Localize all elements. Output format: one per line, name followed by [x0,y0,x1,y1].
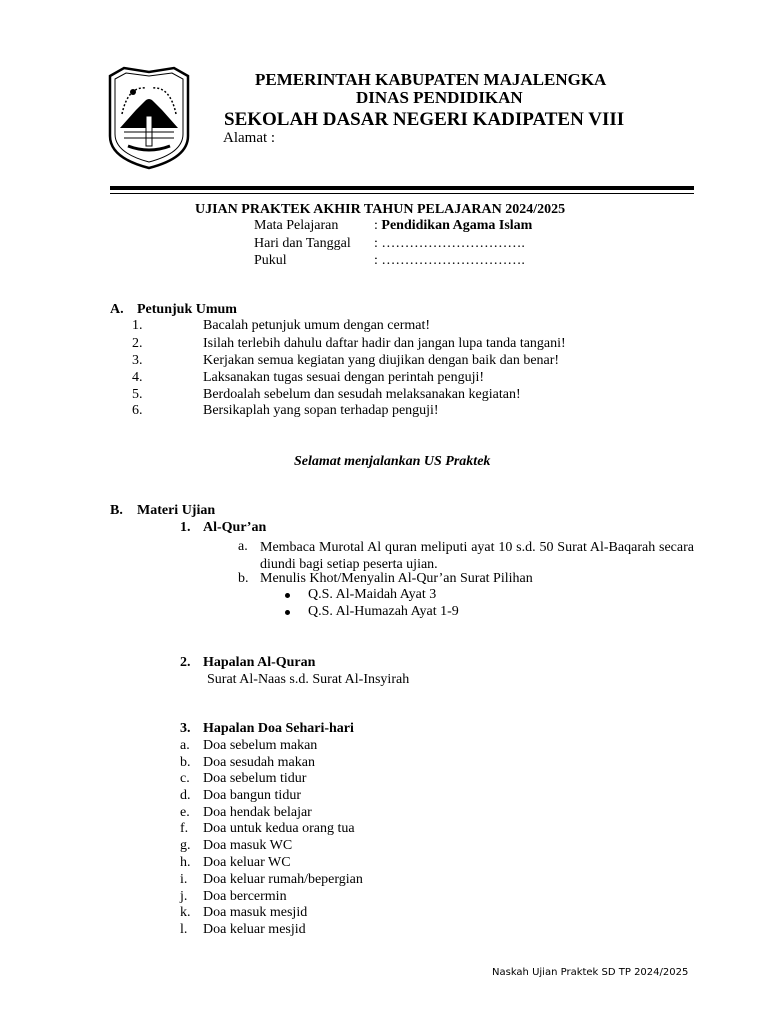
quran-item-text: Membaca Murotal Al quran meliputi ayat 10 s.d. 50 Surat Al-Baqarah secara diundi bagi setiap peserta ujian. [260,540,694,572]
surah-bullet-item: Q.S. Al-Maidah Ayat 3 [308,587,437,602]
instruction-number: 5. [132,387,143,402]
doa-letter: c. [180,771,190,786]
doa-item: Doa keluar rumah/bepergian [203,872,363,887]
instruction-text: Kerjakan semua kegiatan yang diujikan dengan baik dan benar! [203,353,560,368]
doa-letter: e. [180,805,190,820]
quran-title: Al-Qur’an [203,520,267,535]
time-label: Pukul [254,253,287,268]
doa-item: Doa sebelum tidur [203,771,307,786]
doa-item: Doa keluar mesjid [203,922,306,937]
bullet-icon [285,610,290,615]
quran-item-text: Menulis Khot/Menyalin Al-Qur’an Surat Pilihan [260,571,533,586]
instruction-text: Bacalah petunjuk umum dengan cermat! [203,318,431,333]
instruction-text: Laksanakan tugas sesuai dengan perintah penguji! [203,370,485,385]
header-divider-thin [110,193,694,194]
quran-number: 1. [180,520,191,535]
instruction-text: Berdoalah sebelum dan sesudah melaksanakan kegiatan! [203,387,521,402]
section-a-letter: A. [110,302,124,317]
instruction-text: Isilah terlebih dahulu daftar hadir dan jangan lupa tanda tangani! [203,336,566,351]
doa-item: Doa untuk kedua orang tua [203,821,355,836]
subject-label: Mata Pelajaran [254,218,339,233]
instruction-number: 4. [132,370,143,385]
header-school-name: SEKOLAH DASAR NEGERI KADIPATEN VIII [224,109,625,130]
doa-letter: a. [180,738,190,753]
instruction-number: 3. [132,353,143,368]
hapalan-number: 2. [180,655,191,670]
surah-bullet-item: Q.S. Al-Humazah Ayat 1-9 [308,604,459,619]
instruction-number: 2. [132,336,143,351]
greeting: Selamat menjalankan US Praktek [294,454,491,469]
exam-title: UJIAN PRAKTEK AKHIR TAHUN PELAJARAN 2024/2025 [195,202,566,217]
doa-item: Doa sebelum makan [203,738,318,753]
date-label: Hari dan Tanggal [254,236,351,251]
instruction-text: Bersikaplah yang sopan terhadap penguji! [203,403,439,418]
hapalan-title: Hapalan Al-Quran [203,655,316,670]
doa-number: 3. [180,721,191,736]
instruction-number: 6. [132,403,143,418]
doa-item: Doa masuk mesjid [203,905,308,920]
header-government: PEMERINTAH KABUPATEN MAJALENGKA [255,70,607,89]
doa-item: Doa masuk WC [203,838,293,853]
quran-item-letter: a. [238,539,248,554]
doa-item: Doa bercermin [203,889,287,904]
doa-title: Hapalan Doa Sehari-hari [203,721,354,736]
quran-item-letter: b. [238,571,249,586]
section-b-title: Materi Ujian [137,503,216,518]
doa-letter: i. [180,872,188,887]
section-b-letter: B. [110,503,123,518]
instruction-number: 1. [132,318,143,333]
doa-item: Doa sesudah makan [203,755,315,770]
doa-letter: f. [180,821,189,836]
hapalan-text: Surat Al-Naas s.d. Surat Al-Insyirah [207,672,410,687]
doa-letter: g. [180,838,191,853]
header-department: DINAS PENDIDIKAN [356,88,523,107]
section-a-title: Petunjuk Umum [137,302,237,317]
doa-letter: d. [180,788,191,803]
doa-letter: b. [180,755,191,770]
header-divider-thick [110,186,694,190]
time-value: : …………………………. [374,253,525,268]
page-footer: Naskah Ujian Praktek SD TP 2024/2025 [492,967,689,978]
header-address: Alamat : [223,130,276,146]
bullet-icon [285,593,290,598]
doa-letter: j. [180,889,188,904]
doa-item: Doa bangun tidur [203,788,301,803]
doa-letter: h. [180,855,191,870]
doa-letter: k. [180,905,191,920]
doa-item: Doa hendak belajar [203,805,312,820]
doa-item: Doa keluar WC [203,855,291,870]
regency-emblem-logo [106,66,192,170]
doa-letter: l. [180,922,188,937]
date-value: : …………………………. [374,236,525,251]
subject-value: : Pendidikan Agama Islam [374,218,533,233]
